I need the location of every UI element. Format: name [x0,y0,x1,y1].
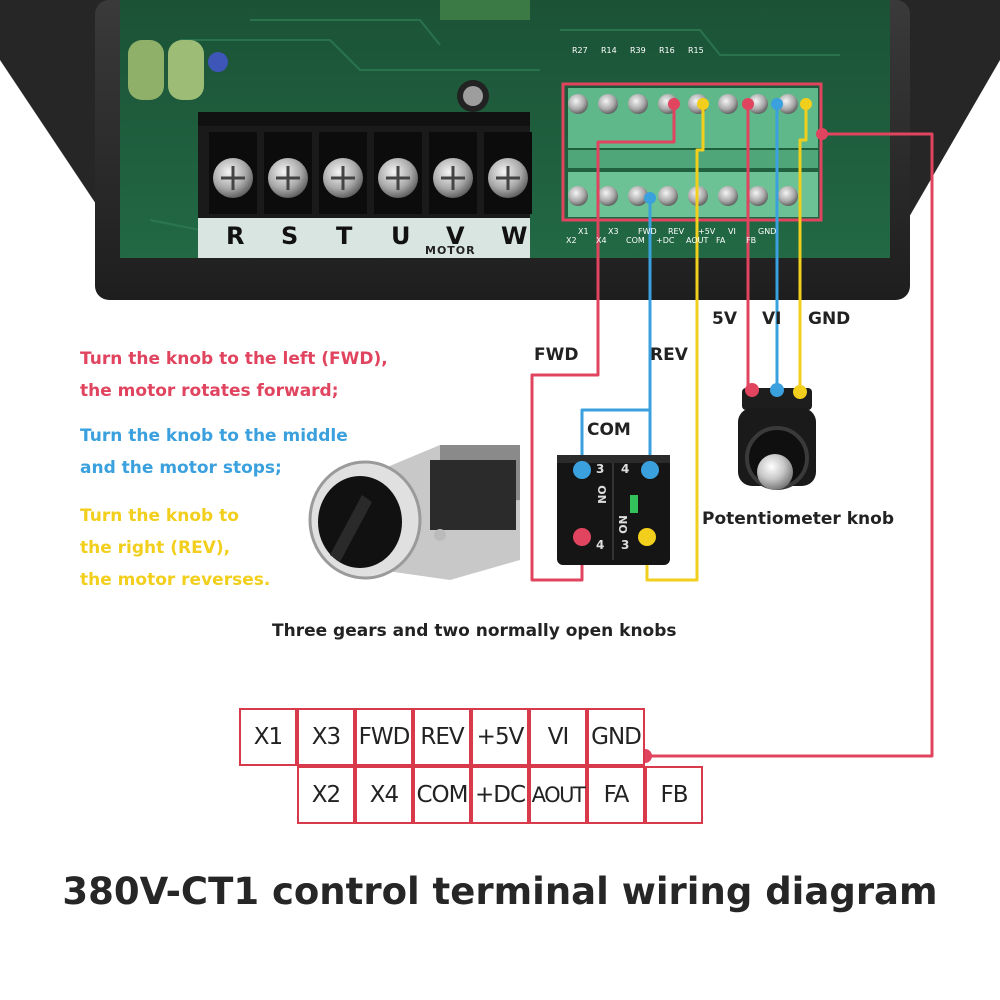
contact-number-top-right: 4 [621,462,630,476]
pcb-label: R39 [630,46,646,55]
contact-fwd [573,528,591,546]
wire-label-fwd: FWD [534,345,579,365]
desc-stop [80,420,348,484]
terminal-cell-top: GND [587,708,645,766]
power-terminal-r: R [226,222,245,250]
power-terminal-w: W [501,222,528,250]
control-screw [718,94,738,114]
contact-com-left [573,461,591,479]
power-terminal-block [198,112,532,258]
desc-stop-line1: Turn the knob to the middle [80,426,348,446]
power-screw [429,132,477,214]
desc-rev [80,500,270,596]
control-screw [658,186,678,206]
contact-number-top-left: 3 [596,462,605,476]
terminal-cell-bottom: AOUT [529,766,587,824]
control-screw [598,186,618,206]
terminal-cell-top: FWD [355,708,413,766]
pcb-terminal-label: FWD [638,227,657,236]
contact-number-bottom-left: 4 [596,538,605,552]
control-screw [628,94,648,114]
terminal-cell-top: REV [413,708,471,766]
pcb-terminal-label: COM [626,236,645,245]
pcb-terminal-label: AOUT [686,236,709,245]
terminal-cell-top: +5V [471,708,529,766]
pcb-terminal-label: VI [728,227,736,236]
pcb-label: R14 [601,46,617,55]
terminal-cell-top: X1 [239,708,297,766]
power-screw [209,132,257,214]
pcb-terminal-label: GND [758,227,777,236]
power-screw [264,132,312,214]
pcb-terminal-label: +5V [698,227,716,236]
pcb-label: R15 [688,46,704,55]
pcb-terminal-label: FB [746,236,757,245]
pcb-terminal-label: X2 [566,236,577,245]
pcb-terminal-label: X3 [608,227,619,236]
pcb-terminal-label: +DC [656,236,675,245]
control-screw [778,186,798,206]
contact-rev [638,528,656,546]
potentiometer [738,383,816,490]
power-screw [374,132,422,214]
desc-stop-line2: and the motor stops; [80,458,282,478]
desc-rev-line1: Turn the knob to [80,506,239,526]
pcb-terminal-label: X1 [578,227,589,236]
control-screw [568,186,588,206]
terminal-cell-top: X3 [297,708,355,766]
terminal-cell-bottom: +DC [471,766,529,824]
motor-label: MOTOR [425,244,476,257]
desc-rev-line2: the right (REV), [80,538,231,558]
pcb-terminal-label: REV [668,227,685,236]
control-screw [748,186,768,206]
pcb-label: R16 [659,46,675,55]
pcb-terminal-label: X4 [596,236,607,245]
contact-number-bottom-right: 3 [621,538,630,552]
desc-fwd [80,343,388,407]
terminal-cell-bottom: FB [645,766,703,824]
potentiometer-label: Potentiometer knob [702,509,894,529]
wire-label-rev: REV [650,345,688,365]
film-capacitor [128,40,164,100]
power-screw [484,132,532,214]
wire-label-gnd: GND [808,309,851,329]
contact-com-right [641,461,659,479]
wire-label-5v: 5V [712,309,737,329]
desc-rev-line3: the motor reverses. [80,570,271,590]
subtitle: Three gears and two normally open knobs [272,621,677,641]
wire-label-vi: VI [762,309,782,329]
terminal-cell-bottom: FA [587,766,645,824]
wire-label-com: COM [587,420,631,440]
pcb-terminal-label: FA [716,236,726,245]
power-terminal-t: T [336,222,353,250]
page-title: 380V-CT1 control terminal wiring diagram [62,870,938,913]
terminal-cell-bottom: X4 [355,766,413,824]
terminal-cell-bottom: X2 [297,766,355,824]
power-screw [319,132,367,214]
terminal-cell-bottom: COM [413,766,471,824]
contact-on-bottom: ON [616,515,630,534]
power-terminal-s: S [281,222,299,250]
desc-fwd-line2: the motor rotates forward; [80,381,339,401]
pcb-label: R27 [572,46,588,55]
power-terminal-u: U [391,222,411,250]
desc-fwd-line1: Turn the knob to the left (FWD), [80,349,388,369]
contact-on-top: ON [594,485,608,504]
contact-block [557,455,670,565]
terminal-cell-top: VI [529,708,587,766]
power-terminal-v: V [446,222,465,250]
control-screw [568,94,588,114]
control-screw [598,94,618,114]
control-screw [718,186,738,206]
potentiometer-knob-cap [757,454,793,490]
